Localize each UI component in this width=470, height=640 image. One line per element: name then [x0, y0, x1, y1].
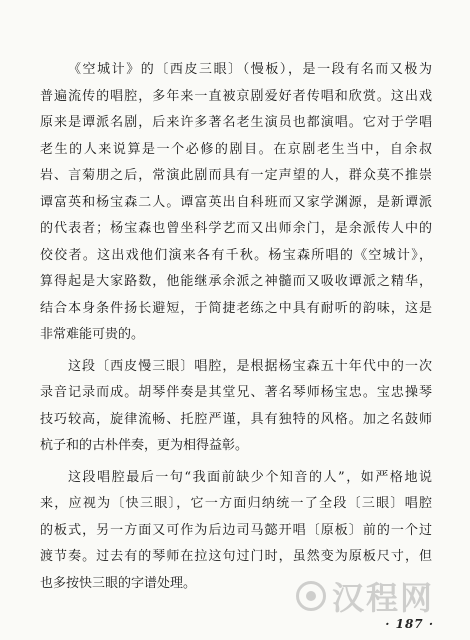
body-text — [40, 57, 432, 602]
text-line: 普遍流传的唱腔，多年来一直被京剧爱好者传唱和欣赏。这出戏 — [40, 88, 432, 104]
text-line: 杭子和的古朴伴奏，更为相得益彰。 — [40, 438, 249, 453]
text-line: 的代表者；杨宝森也曾坐科学艺而又出师余门，是余派传人中的 — [40, 221, 432, 236]
text-line: 算得起是大家路数，他能继承余派之神髓而又吸收谭派之精华， — [40, 274, 432, 289]
watermark — [296, 576, 434, 616]
text-line: 岩、言菊朋之后，常演此剧而具有一定声望的人，群众莫不推崇 — [40, 168, 432, 183]
text-line: 这段唱腔最后一句“我面前缺少个知音的人”，如严格地说 — [68, 469, 432, 485]
page-number: · 187 · — [385, 617, 434, 631]
paragraph-2 — [40, 354, 432, 460]
watermark-text: 汉程网 — [332, 579, 435, 617]
text-line: 原来是谭派名剧，后来许多著名老生演员也都演唱。它对于学唱 — [40, 115, 432, 130]
text-line: 来，应视为〔快三眼〕，它一方面归纳统一了全段〔三眼〕唱腔 — [40, 496, 432, 511]
text-line: 老生的人来说算是一个必修的剧目。在京剧老生当中，自余叔 — [40, 141, 432, 157]
hanchengwang-logo-icon — [296, 581, 326, 611]
text-line: 的板式，另一方面又可作为后边司马懿开唱〔原板〕前的一个过 — [40, 522, 432, 538]
text-line: 也多按快三眼的字谱处理。 — [40, 575, 197, 591]
text-line: 这段〔西皮慢三眼〕唱腔，是根据杨宝森五十年代中的一次 — [68, 358, 432, 374]
text-line: 《空城计》的〔西皮三眼〕（慢板），是一段有名而又极为 — [68, 62, 432, 77]
text-line: 渡节奏。过去有的琴师在拉这句过门时，虽然变为原板尺寸，但 — [40, 549, 432, 564]
text-line: 结合本身条件扬长避短，于简捷老练之中具有耐听的韵味，这是 — [40, 300, 432, 316]
paragraph-1 — [40, 57, 432, 349]
text-line: 佼佼者。这出戏他们演来各有千秋。杨宝森所唱的《空城计》， — [40, 247, 432, 263]
text-line: 谭富英和杨宝森二人。谭富英出自科班而又家学渊源，是新谭派 — [40, 194, 432, 210]
text-line: 非常难能可贵的。 — [40, 327, 145, 342]
text-line: 技巧较高，旋律流畅、托腔严谨，具有独特的风格。加之名鼓师 — [40, 411, 432, 427]
text-line: 录音记录而成。胡琴伴奏是其堂兄、著名琴师杨宝忠。宝忠操琴 — [40, 385, 432, 400]
